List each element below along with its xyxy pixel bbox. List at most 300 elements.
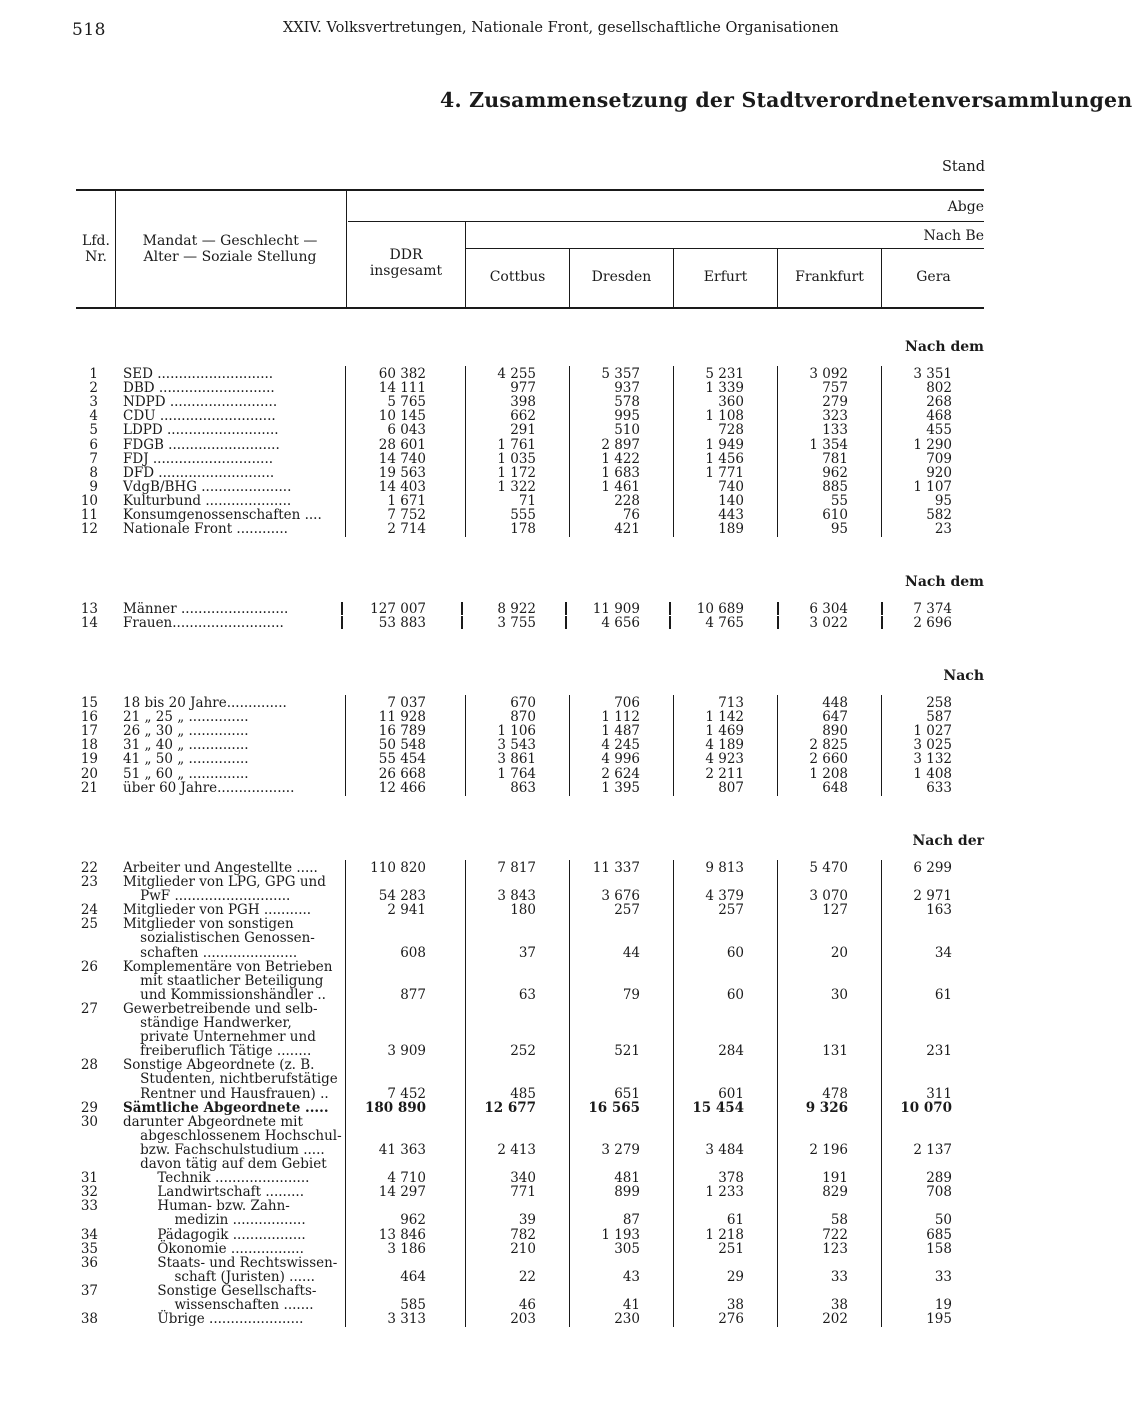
row-label: Sonstige Abgeordnete (z. B. [123, 1057, 315, 1074]
cell-value: 3 351 [913, 366, 952, 382]
table-row [0, 466, 1024, 480]
table-row [0, 781, 1024, 795]
cell-value: 662 [510, 408, 536, 425]
cell-value: 4 656 [601, 615, 640, 632]
cell-value: 1 683 [601, 464, 640, 481]
cell-value: 9 326 [805, 1099, 848, 1116]
cell-value: 633 [926, 779, 952, 796]
cell-value: 55 454 [378, 751, 426, 768]
cell-value: 771 [510, 1184, 536, 1201]
cell-value: 1 339 [705, 380, 744, 397]
cell-value: 578 [614, 394, 640, 411]
cell-value: 1 949 [705, 436, 744, 453]
cell-value: 195 [926, 1311, 952, 1328]
row-label: LDPD .......................... [123, 422, 279, 439]
cell-value: 722 [822, 1226, 848, 1243]
row-number: 38 [80, 1311, 98, 1328]
cell-value: 1 035 [497, 450, 536, 467]
cell-value: 521 [614, 1043, 640, 1060]
table-row [0, 767, 1024, 781]
column-divider [341, 602, 343, 615]
header-abge: Abge [947, 199, 984, 215]
row-label: DBD ........................... [123, 380, 275, 397]
cell-value: 291 [510, 422, 536, 439]
cell-value: 1 290 [913, 436, 952, 453]
cell-value: 740 [718, 478, 744, 495]
cell-value: 448 [822, 695, 848, 711]
row-label: über 60 Jahre.................. [123, 779, 295, 796]
cell-value: 3 186 [387, 1240, 426, 1257]
cell-value: 110 820 [370, 860, 426, 876]
cell-value: 46 [518, 1297, 536, 1314]
row-number: 30 [80, 1113, 98, 1130]
cell-value: 1 469 [705, 723, 744, 740]
cell-value: 210 [510, 1240, 536, 1257]
row-label: Frauen.......................... [123, 615, 284, 632]
cell-value: 781 [822, 450, 848, 467]
column-divider [345, 695, 346, 796]
cell-value: 163 [926, 902, 952, 919]
table-row [0, 710, 1024, 724]
row-number: 36 [80, 1254, 98, 1271]
cell-value: 8 922 [497, 601, 536, 617]
cell-value: 5 470 [809, 860, 848, 876]
cell-value: 807 [718, 779, 744, 796]
row-number: 7 [89, 450, 98, 467]
cell-value: 1 218 [705, 1226, 744, 1243]
table-row [0, 522, 1024, 536]
header-nach-be: Nach Be [923, 228, 984, 244]
row-label: private Unternehmer und [123, 1029, 316, 1046]
row-label: Männer ......................... [123, 601, 289, 617]
cell-value: 6 299 [913, 860, 952, 876]
cell-value: 1 771 [705, 464, 744, 481]
row-label: Human- bzw. Zahn- [123, 1198, 290, 1215]
column-divider [565, 616, 567, 629]
table-row [0, 452, 1024, 466]
row-label: Gewerbetreibende und selb- [123, 1001, 318, 1017]
cell-value: 10 689 [696, 601, 744, 617]
cell-value: 34 [934, 944, 952, 961]
column-divider [673, 366, 674, 537]
column-divider [777, 366, 778, 537]
cell-value: 202 [822, 1311, 848, 1328]
row-number: 4 [89, 408, 98, 425]
cell-value: 555 [510, 507, 536, 523]
cell-value: 1 764 [497, 765, 536, 782]
column-divider [461, 602, 463, 615]
cell-value: 1 172 [497, 464, 536, 481]
cell-value: 1 461 [601, 478, 640, 495]
cell-value: 1 142 [705, 709, 744, 726]
row-number: 11 [80, 507, 98, 523]
table-title: 4. Zusammensetzung der Stadtverordnetenversammlungen [440, 88, 1132, 112]
column-divider [569, 366, 570, 537]
table-row [0, 738, 1024, 752]
table-row [0, 1284, 1024, 1312]
cell-value: 863 [510, 779, 536, 796]
cell-value: 4 245 [601, 737, 640, 754]
row-number: 1 [89, 366, 98, 382]
cell-value: 995 [614, 408, 640, 425]
cell-value: 14 297 [378, 1184, 426, 1201]
cell-value: 7 452 [387, 1085, 426, 1102]
cell-value: 708 [926, 1184, 952, 1201]
cell-value: 41 363 [378, 1141, 426, 1158]
table-row [0, 960, 1024, 1002]
row-label: DFD ........................... [123, 464, 275, 481]
column-divider [669, 616, 671, 629]
cell-value: 4 765 [705, 615, 744, 632]
cell-value: 1 761 [497, 436, 536, 453]
row-label: PwF ........................... [123, 888, 291, 905]
cell-value: 311 [926, 1085, 952, 1102]
header-ddr: DDR insgesamt [369, 247, 443, 279]
cell-value: 478 [822, 1085, 848, 1102]
cell-value: 464 [400, 1268, 426, 1285]
cell-value: 870 [510, 709, 536, 726]
cell-value: 11 337 [592, 860, 640, 876]
cell-value: 7 817 [497, 860, 536, 876]
table-row [0, 1185, 1024, 1199]
row-number: 15 [80, 695, 98, 711]
cell-value: 1 233 [705, 1184, 744, 1201]
row-label: Nationale Front ............ [123, 521, 288, 538]
row-number: 37 [80, 1283, 98, 1299]
row-label: Sonstige Gesellschafts- [123, 1283, 317, 1299]
cell-value: 1 487 [601, 723, 640, 740]
cell-value: 890 [822, 723, 848, 740]
table-row [0, 395, 1024, 409]
row-label: 26 „ 30 „ .............. [123, 723, 249, 740]
table-row [0, 1312, 1024, 1326]
cell-value: 1 107 [913, 478, 952, 495]
cell-value: 2 714 [387, 521, 426, 538]
table-row [0, 494, 1024, 508]
cell-value: 257 [718, 902, 744, 919]
row-label: FDGB .......................... [123, 436, 280, 453]
cell-value: 23 [934, 521, 952, 538]
column-divider [881, 616, 883, 629]
cell-value: 189 [718, 521, 744, 538]
row-label: Pädagogik ................. [123, 1226, 306, 1243]
cell-value: 481 [614, 1170, 640, 1187]
row-number: 16 [80, 709, 98, 726]
row-number: 20 [80, 765, 98, 782]
cell-value: 38 [830, 1297, 848, 1314]
row-label: schaften ...................... [123, 944, 298, 961]
cell-value: 398 [510, 394, 536, 411]
cell-value: 3 543 [497, 737, 536, 754]
table-row [0, 875, 1024, 903]
row-number: 33 [80, 1198, 98, 1215]
section-heading: Nach der [912, 833, 984, 849]
table-row [0, 1101, 1024, 1115]
cell-value: 468 [926, 408, 952, 425]
cell-value: 706 [614, 695, 640, 711]
cell-value: 29 [726, 1268, 744, 1285]
cell-value: 2 137 [913, 1141, 952, 1158]
header-cottbus: Cottbus [489, 269, 546, 285]
cell-value: 4 923 [705, 751, 744, 768]
cell-value: 10 145 [378, 408, 426, 425]
table-row [0, 423, 1024, 437]
cell-value: 19 563 [378, 464, 426, 481]
table-row [0, 438, 1024, 452]
row-label: 21 „ 25 „ .............. [123, 709, 249, 726]
cell-value: 1 322 [497, 478, 536, 495]
row-label: Übrige ...................... [123, 1311, 304, 1328]
cell-value: 1 456 [705, 450, 744, 467]
row-label: Konsumgenossenschaften .... [123, 507, 322, 523]
cell-value: 1 408 [913, 765, 952, 782]
cell-value: 608 [400, 944, 426, 961]
section-heading: Nach dem [905, 339, 984, 355]
cell-value: 3 092 [809, 366, 848, 382]
cell-value: 2 624 [601, 765, 640, 782]
column-divider [881, 602, 883, 615]
row-label: 31 „ 40 „ .............. [123, 737, 249, 754]
section-heading: Nach dem [905, 574, 984, 590]
table-row [0, 696, 1024, 710]
cell-value: 962 [400, 1212, 426, 1229]
row-label: Technik ...................... [123, 1170, 310, 1187]
cell-value: 3 484 [705, 1141, 744, 1158]
header-erfurt: Erfurt [703, 269, 748, 285]
cell-value: 899 [614, 1184, 640, 1201]
cell-value: 1 208 [809, 765, 848, 782]
row-number: 35 [80, 1240, 98, 1257]
row-label: freiberuflich Tätige ........ [123, 1043, 312, 1060]
table-row [0, 752, 1024, 766]
cell-value: 582 [926, 507, 952, 523]
table-row [0, 1157, 1024, 1171]
cell-value: 5 231 [705, 366, 744, 382]
cell-value: 937 [614, 380, 640, 397]
cell-value: 127 [822, 902, 848, 919]
row-label: FDJ ............................ [123, 450, 274, 467]
cell-value: 60 [726, 944, 744, 961]
cell-value: 33 [830, 1268, 848, 1285]
cell-value: 1 671 [387, 492, 426, 509]
header-bottom-rule [76, 307, 984, 309]
cell-value: 54 283 [378, 888, 426, 905]
row-label: und Kommissionshändler .. [123, 986, 326, 1003]
cell-value: 2 825 [809, 737, 848, 754]
cell-value: 19 [934, 1297, 952, 1314]
cell-value: 3 676 [601, 888, 640, 905]
cell-value: 1 193 [601, 1226, 640, 1243]
cell-value: 12 677 [484, 1099, 536, 1116]
column-divider [465, 860, 466, 1327]
header-divider [346, 191, 347, 307]
cell-value: 15 454 [692, 1099, 744, 1116]
cell-value: 44 [622, 944, 640, 961]
header-mandat: Mandat — Geschlecht — Alter — Soziale Stellung [142, 233, 318, 265]
row-label: bzw. Fachschulstudium ..... [123, 1141, 325, 1158]
cell-value: 6 043 [387, 422, 426, 439]
cell-value: 6 304 [809, 601, 848, 617]
cell-value: 22 [518, 1268, 536, 1285]
row-label: Staats- und Rechtswissen- [123, 1254, 338, 1271]
row-label: Kulturbund .................... [123, 492, 292, 509]
row-label: wissenschaften ....... [123, 1297, 314, 1314]
cell-value: 252 [510, 1043, 536, 1060]
cell-value: 43 [622, 1268, 640, 1285]
column-divider [777, 616, 779, 629]
cell-value: 2 211 [705, 765, 744, 782]
cell-value: 61 [726, 1212, 744, 1229]
table-row [0, 861, 1024, 875]
cell-value: 284 [718, 1043, 744, 1060]
cell-value: 13 846 [378, 1226, 426, 1243]
cell-value: 5 357 [601, 366, 640, 382]
cell-value: 14 740 [378, 450, 426, 467]
row-number: 2 [89, 380, 98, 397]
row-number: 25 [80, 916, 98, 933]
column-divider [777, 860, 778, 1327]
cell-value: 782 [510, 1226, 536, 1243]
cell-value: 713 [718, 695, 744, 711]
cell-value: 33 [934, 1268, 952, 1285]
cell-value: 95 [934, 492, 952, 509]
cell-value: 127 007 [370, 601, 426, 617]
row-number: 17 [80, 723, 98, 740]
row-label: Studenten, nichtberufstätige [123, 1071, 338, 1088]
cell-value: 305 [614, 1240, 640, 1257]
table-row [0, 1256, 1024, 1284]
cell-value: 30 [830, 986, 848, 1003]
cell-value: 191 [822, 1170, 848, 1187]
cell-value: 158 [926, 1240, 952, 1257]
cell-value: 323 [822, 408, 848, 425]
row-number: 28 [80, 1057, 98, 1074]
cell-value: 587 [926, 709, 952, 726]
cell-value: 2 660 [809, 751, 848, 768]
cell-value: 2 413 [497, 1141, 536, 1158]
cell-value: 12 466 [378, 779, 426, 796]
cell-value: 251 [718, 1240, 744, 1257]
row-label: 41 „ 50 „ .............. [123, 751, 249, 768]
table-row [0, 1058, 1024, 1100]
row-label: Arbeiter und Angestellte ..... [123, 860, 318, 876]
row-label: sozialistischen Genossen- [123, 930, 315, 947]
cell-value: 14 111 [378, 380, 426, 397]
column-divider [569, 860, 570, 1327]
row-label: VdgB/BHG ..................... [123, 478, 292, 495]
row-number: 3 [89, 394, 98, 411]
column-divider [881, 695, 882, 796]
table-row [0, 409, 1024, 423]
cell-value: 38 [726, 1297, 744, 1314]
table-row [0, 367, 1024, 381]
cell-value: 1 422 [601, 450, 640, 467]
row-number: 24 [80, 902, 98, 919]
cell-value: 585 [400, 1297, 426, 1314]
row-number: 9 [89, 478, 98, 495]
cell-value: 920 [926, 464, 952, 481]
row-number: 26 [80, 958, 98, 975]
cell-value: 258 [926, 695, 952, 711]
row-label: Rentner und Hausfrauen) .. [123, 1085, 329, 1102]
table-row [0, 1171, 1024, 1185]
table-row [0, 724, 1024, 738]
row-number: 23 [80, 874, 98, 891]
cell-value: 231 [926, 1043, 952, 1060]
cell-value: 962 [822, 464, 848, 481]
table-row [0, 1228, 1024, 1242]
row-number: 6 [89, 436, 98, 453]
cell-value: 26 668 [378, 765, 426, 782]
cell-value: 289 [926, 1170, 952, 1187]
section-heading: Nach [943, 668, 984, 684]
cell-value: 178 [510, 521, 536, 538]
cell-value: 76 [622, 507, 640, 523]
row-number: 29 [80, 1099, 98, 1116]
cell-value: 10 070 [900, 1099, 952, 1116]
cell-value: 885 [822, 478, 848, 495]
cell-value: 3 843 [497, 888, 536, 905]
row-label: 18 bis 20 Jahre.............. [123, 695, 287, 711]
header-top-rule [76, 189, 984, 191]
cell-value: 16 789 [378, 723, 426, 740]
cell-value: 7 374 [913, 601, 952, 617]
cell-value: 50 [934, 1212, 952, 1229]
cell-value: 37 [518, 944, 536, 961]
cell-value: 16 565 [588, 1099, 640, 1116]
cell-value: 1 027 [913, 723, 952, 740]
cell-value: 378 [718, 1170, 744, 1187]
cell-value: 1 354 [809, 436, 848, 453]
column-divider [345, 366, 346, 537]
row-number: 12 [80, 521, 98, 538]
cell-value: 28 601 [378, 436, 426, 453]
table-row [0, 381, 1024, 395]
cell-value: 3 022 [809, 615, 848, 632]
cell-value: 2 941 [387, 902, 426, 919]
cell-value: 802 [926, 380, 952, 397]
cell-value: 3 755 [497, 615, 536, 632]
cell-value: 443 [718, 507, 744, 523]
cell-value: 485 [510, 1085, 536, 1102]
cell-value: 3 279 [601, 1141, 640, 1158]
row-number: 19 [80, 751, 98, 768]
column-divider [341, 616, 343, 629]
row-number: 32 [80, 1184, 98, 1201]
row-number: 22 [80, 860, 98, 876]
cell-value: 14 403 [378, 478, 426, 495]
row-number: 21 [80, 779, 98, 796]
row-number: 31 [80, 1170, 98, 1187]
cell-value: 648 [822, 779, 848, 796]
page-number: 518 [72, 20, 106, 40]
table-row [0, 1115, 1024, 1157]
row-label: Mitglieder von LPG, GPG und [123, 874, 326, 891]
cell-value: 728 [718, 422, 744, 439]
cell-value: 510 [614, 422, 640, 439]
table-row [0, 480, 1024, 494]
row-label: 51 „ 60 „ .............. [123, 765, 249, 782]
cell-value: 3 025 [913, 737, 952, 754]
cell-value: 95 [830, 521, 848, 538]
row-label: abgeschlossenem Hochschul- [123, 1127, 342, 1144]
table-row [0, 1242, 1024, 1256]
row-label: NDPD ......................... [123, 394, 278, 411]
row-number: 14 [80, 615, 98, 632]
cell-value: 3 070 [809, 888, 848, 905]
cell-value: 131 [822, 1043, 848, 1060]
header-divider [465, 222, 466, 307]
